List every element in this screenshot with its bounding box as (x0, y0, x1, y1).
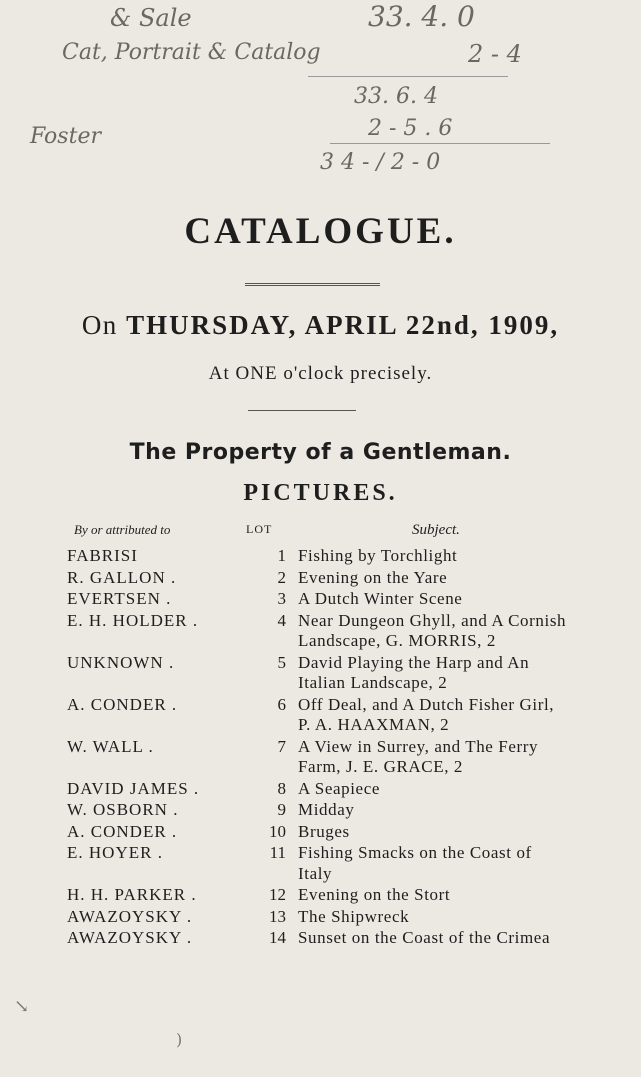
lot-subject: Evening on the Yare (298, 567, 448, 587)
handwritten-note: 2 - 5 . 6 (368, 116, 453, 141)
lot-artist: R. GALLON . (67, 567, 177, 587)
list-item (0, 779, 641, 801)
handwritten-note: 33. 6. 4 (354, 84, 438, 109)
lot-artist: E. HOYER . (67, 843, 163, 862)
lot-subject: Off Deal, and A Dutch Fisher Girl, P. A. HAAXMAN, 2 (298, 694, 555, 734)
lot-artist: FABRISI (67, 546, 138, 565)
lot-number: 13 (269, 906, 286, 926)
handwritten-note: & Sale (110, 4, 192, 32)
lot-number: 3 (277, 589, 286, 608)
handwritten-note: Foster (30, 124, 101, 149)
handwritten-note: 33. 4. 0 (368, 0, 475, 33)
lot-subject: Bruges (298, 821, 350, 841)
lot-artist: E. H. HOLDER . (67, 610, 199, 630)
lot-artist: A. CONDER . (67, 821, 178, 841)
lot-number: 2 (277, 567, 286, 587)
list-item (0, 928, 641, 950)
list-item (0, 800, 641, 822)
title-divider (245, 283, 380, 286)
lot-number: 10 (269, 821, 286, 841)
list-item (0, 822, 641, 844)
list-item (0, 695, 641, 737)
lot-artist: W. OSBORN . (67, 800, 179, 819)
lot-subject: A Seapiece (298, 778, 380, 798)
pencil-mark: ↘ (14, 996, 30, 1017)
section-heading: PICTURES. (243, 480, 398, 506)
lot-subject: Sunset on the Coast of the Crimea (298, 928, 551, 947)
lot-number: 12 (269, 885, 286, 904)
column-header-artist: By or attributed to (74, 522, 171, 537)
lot-subject: Evening on the Stort (298, 885, 451, 904)
list-item (0, 589, 641, 611)
list-item (0, 843, 641, 885)
list-item (0, 653, 641, 695)
lot-subject: A View in Surrey, and The Ferry Farm, J. E. GRACE, 2 (298, 736, 539, 776)
lot-subject: A Dutch Winter Scene (298, 589, 463, 608)
lot-list (0, 546, 641, 950)
lot-number: 4 (277, 610, 286, 630)
lot-number: 5 (277, 652, 286, 672)
lot-number: 14 (269, 928, 286, 947)
list-item (0, 546, 641, 568)
pencil-mark: ) (176, 1030, 183, 1049)
handwritten-rule (308, 76, 508, 77)
lot-number: 6 (277, 694, 286, 714)
handwritten-rule (330, 143, 550, 144)
lot-artist: UNKNOWN . (67, 652, 175, 672)
time-divider (248, 410, 356, 411)
list-item (0, 737, 641, 779)
lot-artist: AWAZOYSKY . (67, 928, 193, 947)
lot-artist: W. WALL . (67, 736, 154, 756)
lot-artist: H. H. PARKER . (67, 885, 197, 904)
lot-artist: EVERTSEN . (67, 589, 172, 608)
lot-number: 11 (269, 843, 286, 862)
lot-artist: A. CONDER . (67, 694, 178, 714)
list-item (0, 885, 641, 907)
lot-number: 1 (277, 546, 286, 565)
column-header-lot: LOT (246, 522, 273, 536)
lot-artist: AWAZOYSKY . (67, 906, 193, 926)
lot-subject: Near Dungeon Ghyll, and A Cornish Landscape, G. MORRIS, 2 (298, 610, 567, 650)
lot-number: 9 (277, 800, 286, 819)
sale-date-day: THURSDAY, APRIL 22nd, 1909, (126, 310, 560, 340)
handwritten-note: 3 4 - / 2 - 0 (320, 150, 441, 175)
column-header-subject: Subject. (412, 522, 460, 538)
lot-subject: Fishing by Torchlight (298, 546, 458, 565)
lot-subject: David Playing the Harp and An Italian Landscape, 2 (298, 652, 530, 692)
lot-number: 8 (277, 778, 286, 798)
lot-subject: Fishing Smacks on the Coast of Italy (298, 843, 532, 883)
lot-subject: The Shipwreck (298, 906, 410, 926)
lot-number: 7 (277, 736, 286, 756)
lot-artist: DAVID JAMES . (67, 778, 200, 798)
sale-date (0, 310, 641, 341)
list-item (0, 907, 641, 929)
handwritten-note: 2 - 4 (468, 40, 522, 68)
list-item (0, 611, 641, 653)
list-item (0, 568, 641, 590)
property-line: The Property of a Gentleman. (129, 440, 512, 465)
lot-subject: Midday (298, 800, 355, 819)
sale-time: At ONE o'clock precisely. (208, 363, 433, 384)
sale-date-prefix: On (81, 310, 118, 340)
catalogue-title: CATALOGUE. (184, 211, 457, 252)
handwritten-note: Cat, Portrait & Catalog (62, 40, 321, 65)
